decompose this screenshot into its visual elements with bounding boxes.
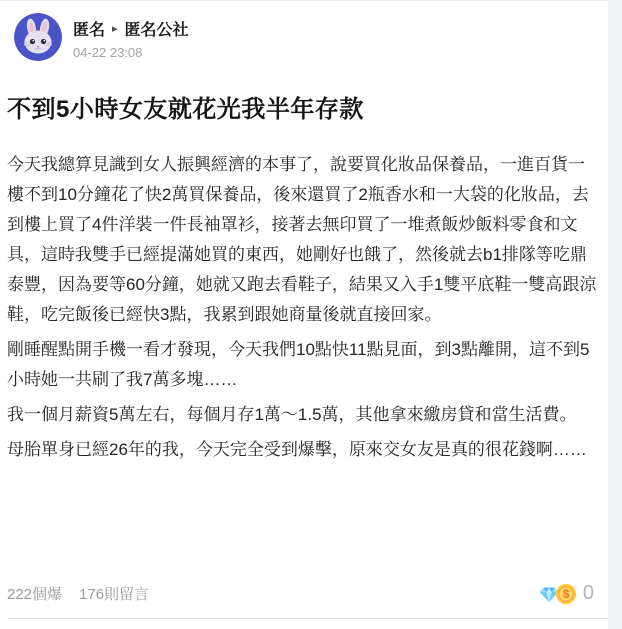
post-footer (7, 582, 594, 605)
post-paragraph: 剛睡醒點開手機一看才發現，今天我們10點快11點見面，到3點離開，這不到5小時她一共刷了我7萬多塊…… (7, 340, 590, 389)
breadcrumb-arrow-icon: ▸ (112, 23, 118, 35)
username[interactable]: 匿名 (73, 22, 106, 39)
anonymous-avatar[interactable] (14, 13, 62, 61)
breadcrumb (73, 17, 189, 40)
post-title: 不到5小時女友就花光我半年存款 (7, 96, 364, 123)
post-paragraph: 今天我總算見識到女人振興經濟的本事了，說要買化妝品保養品，一進百貨一樓不到10分鐘花了快2萬買保養品，後來還買了2瓶香水和一大袋的化妝品，去到樓上買了4件洋裝一件長袖罩衫，接著去無印買了一堆煮飯炒飯料零食和文具，這時我雙手已經提滿她買的東西，她剛好也餓了，然後就去b1排隊等吃鼎泰豐，因為要等60分鐘，她就又跑去看鞋子，結果又入手1雙平底鞋一雙高跟涼鞋，吃完飯後已經快3點，我累到跟她商量後就直接回家。 (7, 155, 597, 324)
reaction-badges[interactable] (538, 582, 594, 605)
post-paragraph: 母胎單身已經26年的我，今天完全受到爆擊，原來交女友是真的很花錢啊…… (7, 440, 587, 459)
post-paragraph: 我一個月薪資5萬左右，每個月存1萬～1.5萬，其他拿來繳房貸和當生活費。 (7, 405, 577, 424)
svg-text:$: $ (562, 586, 570, 601)
post-timestamp: 04-22 23:08 (73, 45, 143, 60)
footer-counts (7, 583, 149, 604)
post-body (7, 150, 600, 465)
comments-count[interactable]: 176則留言 (79, 586, 150, 603)
footer-divider (8, 618, 608, 619)
reaction-score: 0 (582, 582, 594, 604)
rabbit-avatar-icon (14, 13, 62, 61)
post-header (0, 1, 608, 61)
reactions-count[interactable]: 222個爆 (7, 586, 63, 603)
dollar-coin-icon (555, 583, 577, 605)
board-name[interactable]: 匿名公社 (124, 22, 189, 39)
header-meta (73, 13, 189, 60)
